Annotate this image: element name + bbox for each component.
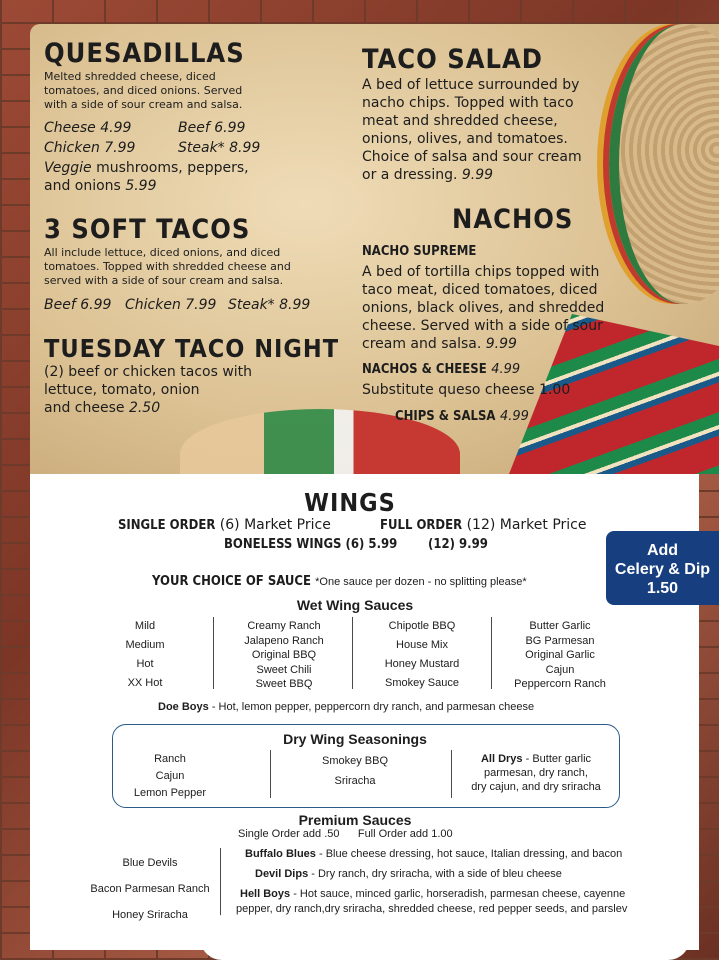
taco-salad-line-3: meat and shredded cheese, <box>362 113 558 129</box>
sauce-bg-parmesan: BG Parmesan <box>525 634 595 647</box>
add-celery-line-1: Add <box>646 542 679 559</box>
taco-salad-title: TACO SALAD <box>362 44 543 75</box>
sauce-xx-hot: XX Hot <box>127 677 163 689</box>
dry-lemon-pepper: Lemon Pepper <box>133 787 207 799</box>
tuesday-line-3: and cheese 2.50 <box>44 400 161 416</box>
sauce-smokey: Smokey Sauce <box>385 677 459 689</box>
wet-col-ranch <box>224 619 344 692</box>
quesadilla-veggie: Veggie mushrooms, peppers, <box>44 160 249 176</box>
sauce-jalapeno-ranch: Jalapeno Ranch <box>244 634 324 647</box>
full-order: FULL ORDER (12) Market Price <box>380 517 587 533</box>
taco-salad-line-5: Choice of salsa and sour cream <box>362 149 582 165</box>
wet-col-heat <box>110 619 180 695</box>
all-drys-line-2: parmesan, dry ranch, <box>484 767 588 779</box>
doe-boys: Doe Boys - Hot, lemon pepper, peppercorn dry ranch, and parmesan cheese <box>158 701 535 713</box>
sauce-cajun: Cajun <box>545 663 575 676</box>
sauce-sweet-chili: Sweet Chili <box>256 663 312 676</box>
sauce-house-mix: House Mix <box>396 639 448 651</box>
bottom-white-overlay <box>200 915 690 960</box>
premium-honey-sriracha: Honey Sriracha <box>112 909 188 921</box>
wet-col-bbq <box>362 619 482 695</box>
premium-divider <box>220 848 221 920</box>
tuesday-line-2: lettuce, tomato, onion <box>44 382 200 398</box>
nacho-supreme-line-5: cream and salsa. 9.99 <box>362 336 517 352</box>
sauce-honey-mustard: Honey Mustard <box>384 658 460 670</box>
sauce-chipotle-bbq: Chipotle BBQ <box>388 620 456 632</box>
dry-sriracha: Sriracha <box>334 775 376 787</box>
add-celery-line-2: Celery & Dip <box>614 561 711 578</box>
all-drys <box>458 752 614 794</box>
single-order: SINGLE ORDER (6) Market Price <box>118 517 331 533</box>
quesadilla-chicken-price: Chicken 7.99 <box>44 140 136 156</box>
taco-salad-line-1: A bed of lettuce surrounded by <box>362 77 580 93</box>
tuesday-taco-night-title: TUESDAY TACO NIGHT <box>44 334 340 363</box>
premium-blue-devils: Blue Devils <box>122 857 178 869</box>
soft-tacos-title: 3 SOFT TACOS <box>44 214 251 245</box>
tuesday-line-1: (2) beef or chicken tacos with <box>44 364 253 380</box>
quesadilla-veggie-2: and onions 5.99 <box>44 178 157 194</box>
wings-title: WINGS <box>304 488 396 517</box>
quesadilla-cheese-price: Cheese 4.99 <box>44 120 132 136</box>
premium-bacon-parmesan-ranch: Bacon Parmesan Ranch <box>90 883 210 895</box>
sauce-hot: Hot <box>136 658 154 670</box>
quesadilla-steak-price: Steak* 8.99 <box>178 140 261 156</box>
taco-salad-line-4: onions, olives, and tomatoes. <box>362 131 568 147</box>
wet-divider-2 <box>352 617 353 689</box>
taco-salad-line-6: or a dressing. 9.99 <box>362 167 494 183</box>
sauce-peppercorn-ranch: Peppercorn Ranch <box>514 678 606 691</box>
quesadillas-desc-1: Melted shredded cheese, diced <box>44 70 216 83</box>
sauce-choice: YOUR CHOICE OF SAUCE *One sauce per dozen - no splitting please* <box>152 574 527 589</box>
taco-chicken-price: Chicken 7.99 <box>125 297 217 313</box>
nacho-supreme-line-4: cheese. Served with a side of sour <box>362 318 603 334</box>
taco-salad-line-2: nacho chips. Topped with taco <box>362 95 574 111</box>
quesadillas-title: QUESADILLAS <box>44 38 245 69</box>
add-celery-price: 1.50 <box>646 580 679 597</box>
sauce-original-garlic: Original Garlic <box>525 649 595 662</box>
wet-divider-3 <box>491 617 492 689</box>
sauce-sweet-bbq: Sweet BBQ <box>255 678 313 691</box>
dry-ranch: Ranch <box>154 753 186 765</box>
quesadillas-desc-2: tomatoes, and diced onions. Served <box>44 84 243 97</box>
nachos-cheese: NACHOS & CHEESE 4.99 <box>362 362 521 377</box>
chips-salsa: CHIPS & SALSA 4.99 <box>395 409 529 424</box>
premium-sauces-pricing: Single Order add .50 Full Order add 1.00 <box>238 828 453 840</box>
soft-tacos-desc-2: tomatoes. Topped with shredded cheese and <box>44 260 291 273</box>
taco-beef-price: Beef 6.99 <box>44 297 112 313</box>
wet-sauces-title: Wet Wing Sauces <box>296 597 414 613</box>
boneless-wings: BONELESS WINGS (6) 5.99 <box>224 537 398 552</box>
dry-cajun: Cajun <box>155 770 185 782</box>
buffalo-blues: Buffalo Blues - Blue cheese dressing, hot sauce, Italian dressing, and bacon <box>245 848 623 860</box>
nacho-supreme-title: NACHO SUPREME <box>362 244 477 259</box>
nacho-supreme-line-2: taco meat, diced tomatoes, diced <box>362 282 598 298</box>
soft-tacos-desc-3: served with a side of sour cream and salsa. <box>44 274 284 287</box>
taco-steak-price: Steak* 8.99 <box>228 297 311 313</box>
sauce-creamy-ranch: Creamy Ranch <box>247 620 321 632</box>
nacho-supreme-line-3: onions, black olives, and shredded <box>362 300 605 316</box>
wet-divider-1 <box>213 617 214 689</box>
add-celery-dip-badge <box>606 531 719 605</box>
devil-dips: Devil Dips - Dry ranch, dry sriracha, with a side of bleu cheese <box>255 868 562 880</box>
sombrero-decoration <box>609 24 719 304</box>
all-drys-line-3: dry cajun, and dry sriracha <box>471 781 601 793</box>
dry-col-1 <box>120 752 220 803</box>
premium-left-names <box>80 856 220 934</box>
wet-col-garlic <box>500 619 620 692</box>
quesadillas-desc-3: with a side of sour cream and salsa. <box>44 98 243 111</box>
dry-smokey-bbq: Smokey BBQ <box>321 755 389 767</box>
nachos-title: NACHOS <box>452 204 574 235</box>
hell-boys: Hell Boys - Hot sauce, minced garlic, horseradish, parmesan cheese, cayenne <box>240 888 626 900</box>
queso-substitute: Substitute queso cheese 1.00 <box>362 382 571 398</box>
sauce-original-bbq: Original BBQ <box>251 649 317 662</box>
soft-tacos-desc-1: All include lettuce, diced onions, and diced <box>44 246 281 259</box>
quesadilla-beef-price: Beef 6.99 <box>178 120 246 136</box>
dry-seasonings-title: Dry Wing Seasonings <box>283 731 427 747</box>
sauce-butter-garlic: Butter Garlic <box>529 620 591 632</box>
boneless-wings-12: (12) 9.99 <box>428 537 488 552</box>
sauce-medium: Medium <box>125 639 165 651</box>
nacho-supreme-line-1: A bed of tortilla chips topped with <box>362 264 600 280</box>
dry-col-2 <box>300 754 410 794</box>
dry-divider-2 <box>451 750 452 798</box>
premium-sauces-title: Premium Sauces <box>298 812 412 828</box>
hell-boys-line-2: pepper, dry ranch,dry sriracha, shredded cheese, red pepper seeds, and parslev <box>236 903 628 915</box>
sauce-mild: Mild <box>134 620 156 632</box>
all-drys-line-1: All Drys - Butter garlic <box>480 753 592 765</box>
dry-divider-1 <box>270 750 271 798</box>
